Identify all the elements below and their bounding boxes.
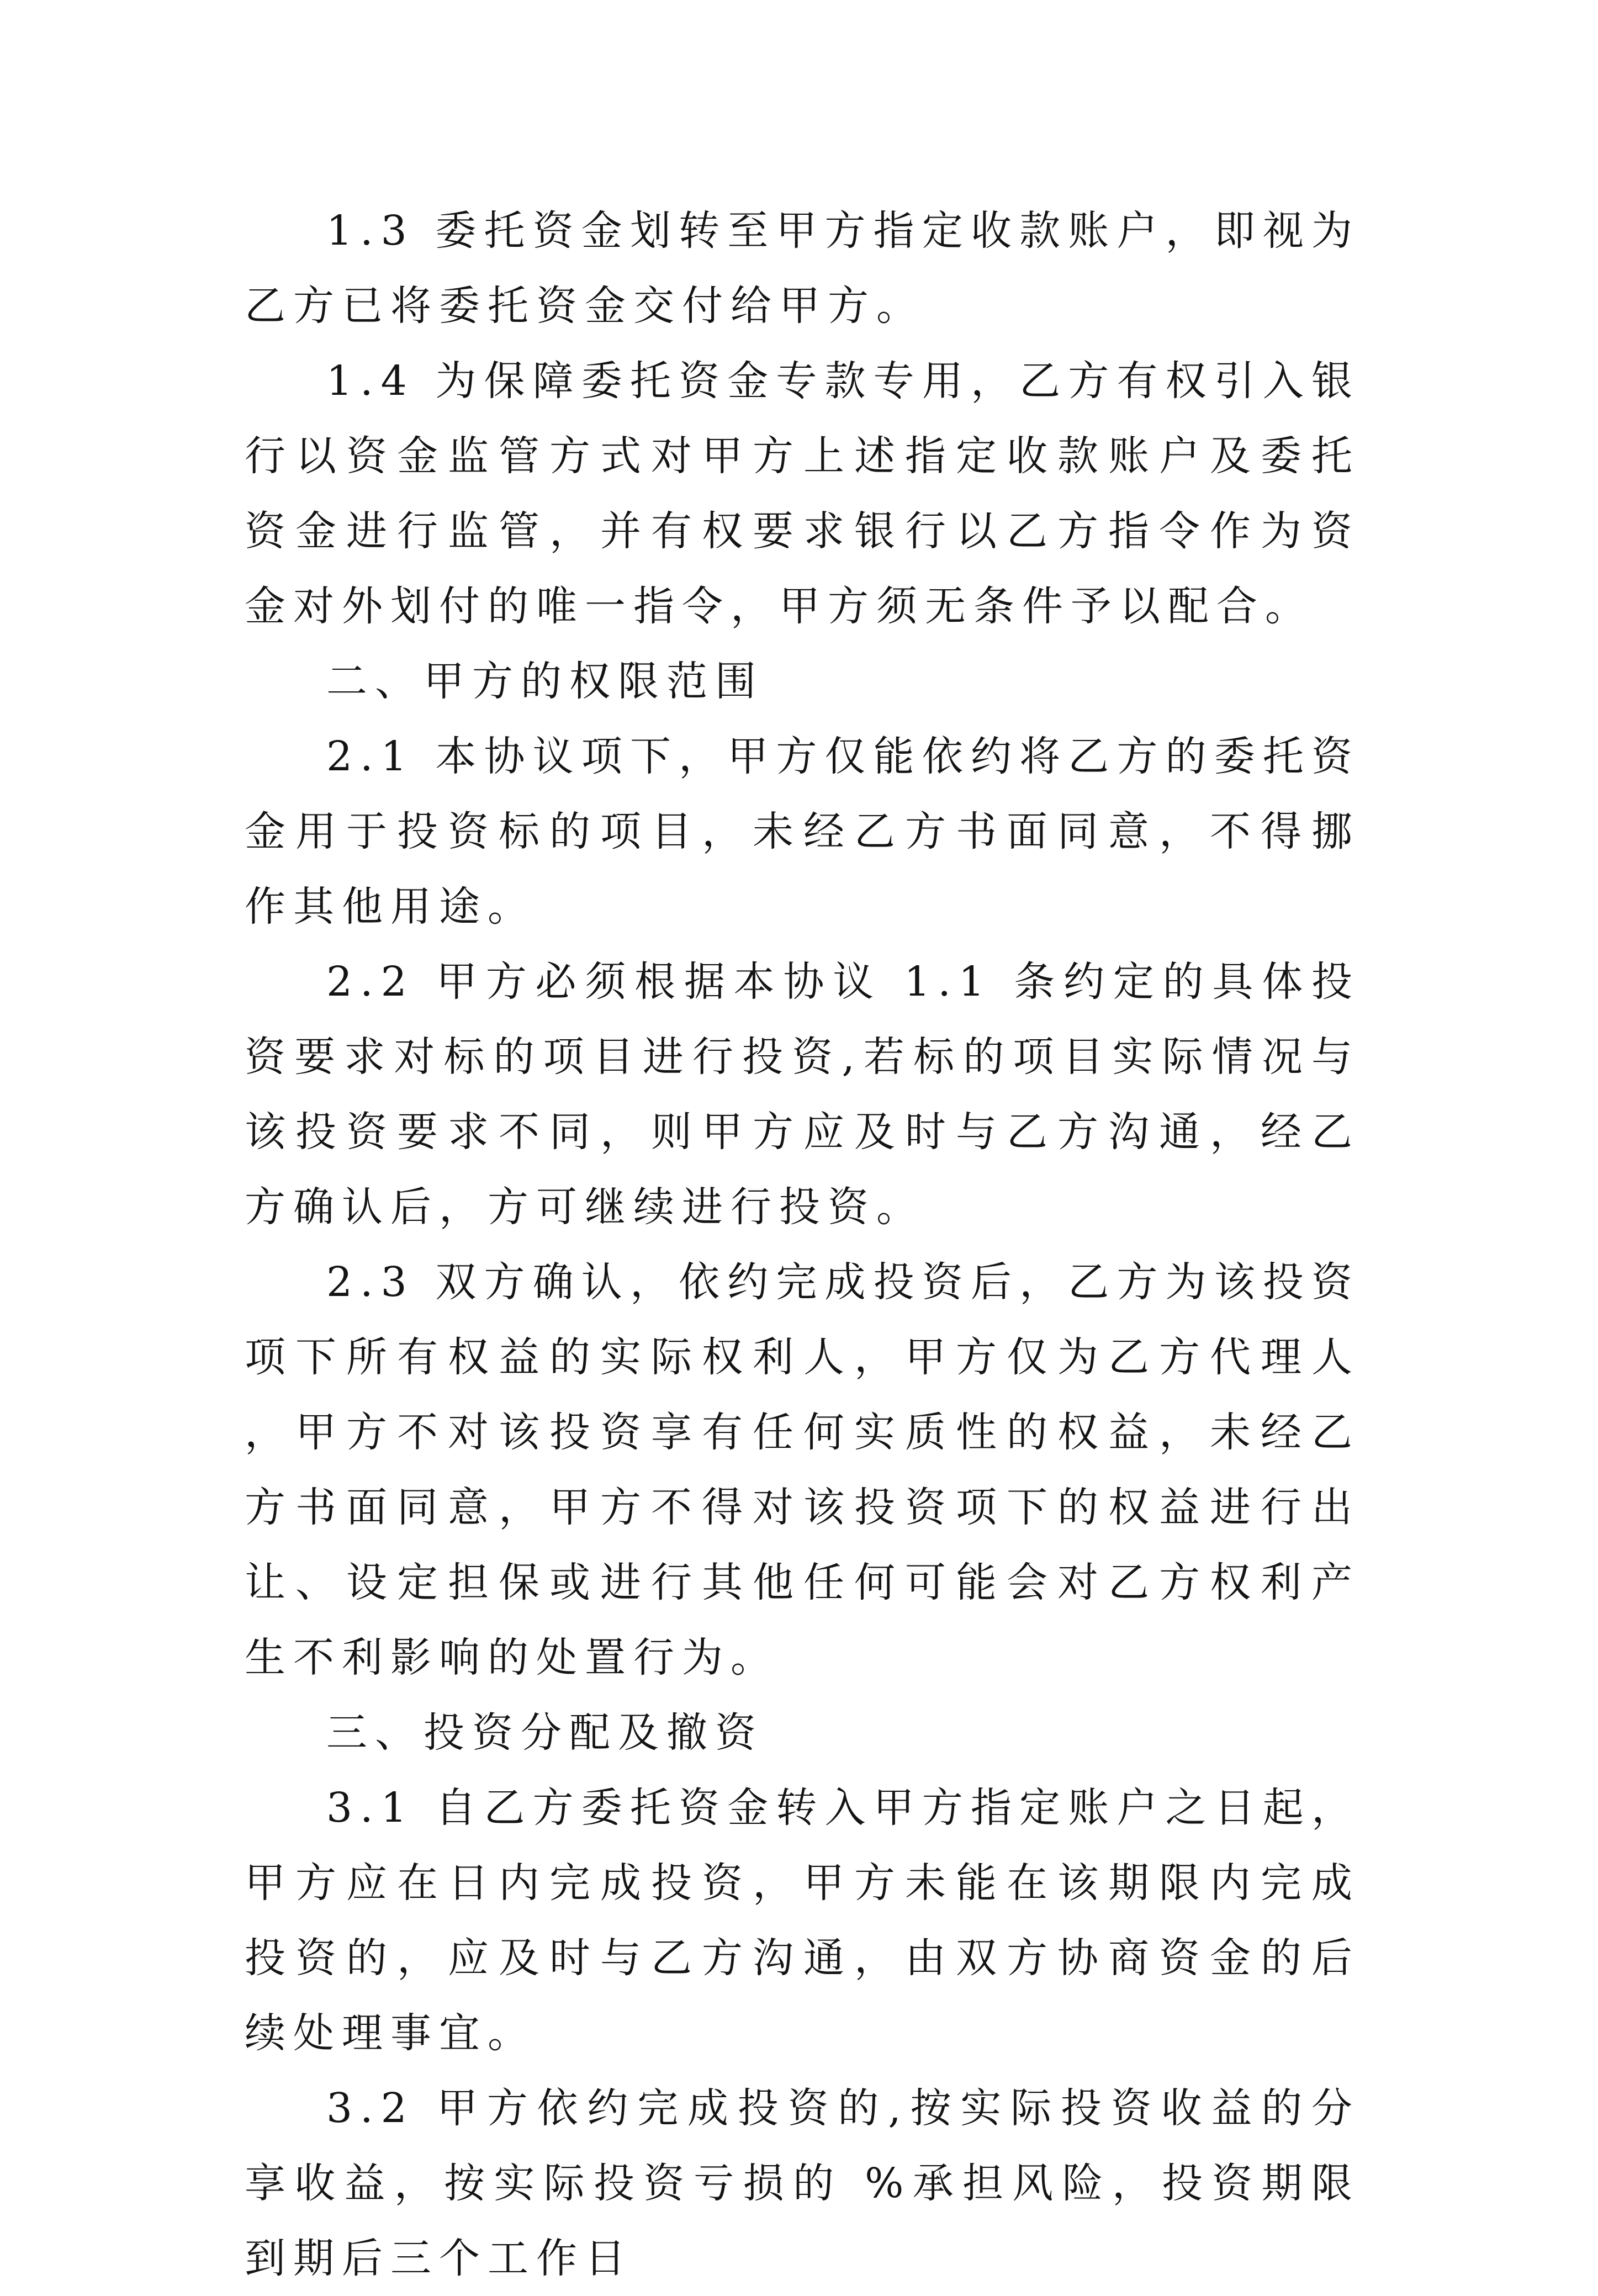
clause-1-3: 1.3 委托资金划转至甲方指定收款账户，即视为乙方已将委托资金交付给甲方。 xyxy=(245,207,1360,330)
clause-2-1: 2.1 本协议项下，甲方仅能依约将乙方的委托资金用于投资标的项目，未经乙方书面同意，不得挪作其他用途。 xyxy=(245,733,1360,930)
clause-2-2: 2.2 甲方必须根据本协议 1.1 条约定的具体投资要求对标的项目进行投资,若标的项目实际情况与该投资要求不同，则甲方应及时与乙方沟通，经乙方确认后，方可继续进行投资。 xyxy=(245,958,1360,1231)
section-heading-2: 二、甲方的权限范围 xyxy=(326,658,764,705)
document-body xyxy=(245,193,1360,2296)
section-heading-3: 三、投资分配及撤资 xyxy=(326,1709,764,1757)
clause-3-2: 3.2 甲方依约完成投资的,按实际投资收益的分享收益，按实际投资亏损的 %承担风险，投资期限到期后三个工作日 xyxy=(245,2085,1360,2282)
clause-2-3: 2.3 双方确认，依约完成投资后，乙方为该投资项下所有权益的实际权利人，甲方仅为乙方代理人，甲方不对该投资享有任何实质性的权益，未经乙方书面同意，甲方不得对该投资项下的权益进行出让、设定担保或进行其他任何可能会对乙方权利产生不利影响的处置行为。 xyxy=(245,1258,1360,1681)
clause-1-4: 1.4 为保障委托资金专款专用，乙方有权引入银行以资金监管方式对甲方上述指定收款账户及委托资金进行监管，并有权要求银行以乙方指令作为资金对外划付的唯一指令，甲方须无条件予以配合。 xyxy=(245,357,1360,630)
clause-3-1: 3.1 自乙方委托资金转入甲方指定账户之日起，甲方应在日内完成投资，甲方未能在该期限内完成投资的，应及时与乙方沟通，由双方协商资金的后续处理事宜。 xyxy=(245,1784,1360,2057)
